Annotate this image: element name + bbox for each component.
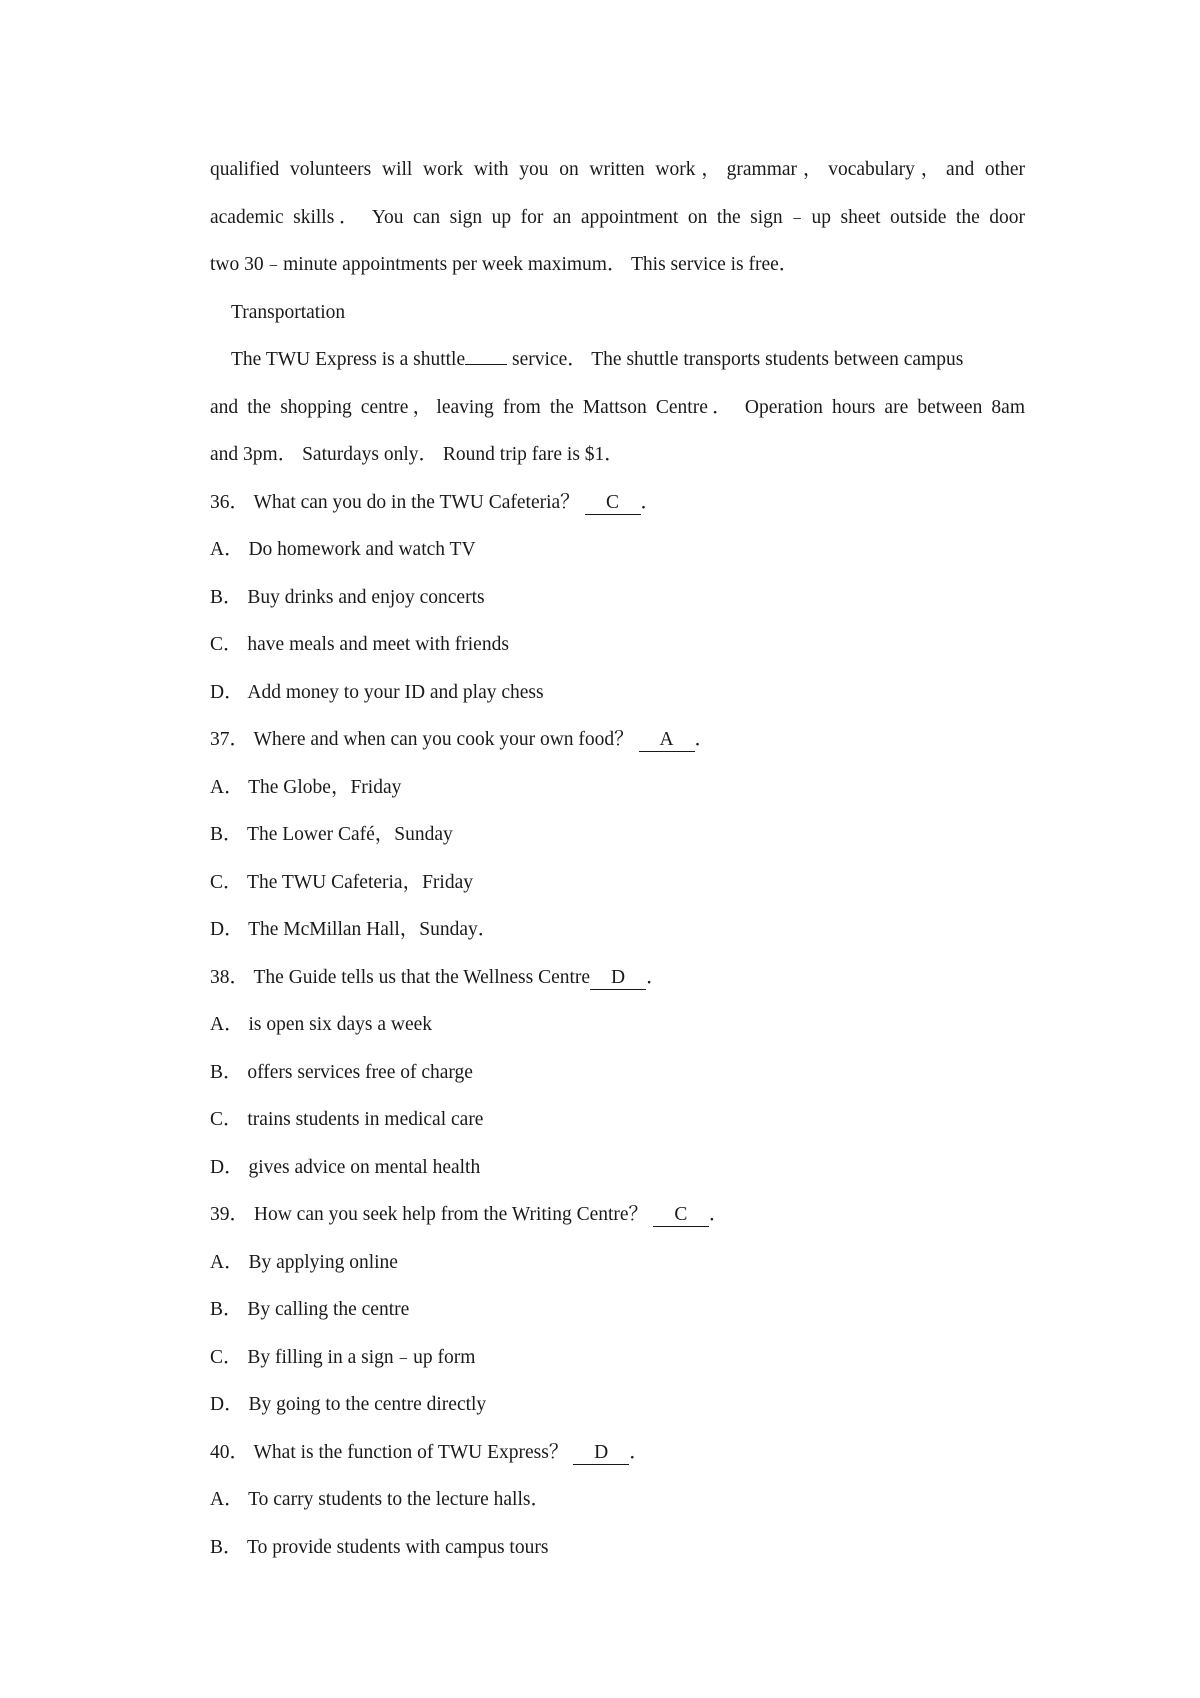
option-a: A． To carry students to the lecture halls．: [210, 1489, 550, 1510]
passage-line: and 3pm． Saturdays only． Round trip fare is $1．: [210, 444, 624, 465]
question-end: ．: [694, 729, 715, 750]
question-text: 37． Where and when can you cook your own food？: [210, 729, 639, 750]
option-c: C． trains students in medical care: [210, 1109, 484, 1130]
option-a: A． is open six days a week: [210, 1014, 433, 1035]
passage-line: [231, 347, 963, 373]
question-text: 39． How can you seek help from the Writing Centre？: [210, 1204, 653, 1225]
option-b: B． Buy drinks and enjoy concerts: [210, 587, 485, 608]
option-d: D． gives advice on mental health: [210, 1157, 481, 1178]
question-text: 36． What can you do in the TWU Cafeteria？: [210, 492, 585, 513]
shuttle-blank: [465, 364, 507, 365]
option-b: B． To provide students with campus tours: [210, 1537, 549, 1558]
answer-blank: D: [590, 967, 646, 990]
passage-text: The TWU Express is a shuttle: [231, 349, 466, 370]
option-a: A． Do homework and watch TV: [210, 539, 476, 560]
answer-blank: C: [653, 1204, 709, 1227]
passage-line: qualified volunteers will work with you on written work，grammar，vocabulary，and other: [210, 159, 1025, 180]
question-end: ．: [640, 492, 661, 513]
question-end: ．: [646, 967, 666, 988]
question-end: ．: [708, 1204, 729, 1225]
option-a: A． By applying online: [210, 1252, 398, 1273]
option-b: B． The Lower Café，Sunday: [210, 824, 453, 845]
question-stem: [210, 965, 666, 991]
passage-text: service． The shuttle transports students between campus: [507, 349, 964, 370]
passage-line: academic skills． You can sign up for an appointment on the sign﹣up sheet outside the door: [210, 207, 1025, 228]
option-c: C． have meals and meet with friends: [210, 634, 509, 655]
passage-line: two 30﹣minute appointments per week maximum． This service is free．: [210, 254, 799, 275]
answer-blank: A: [639, 729, 695, 752]
option-c: C． By filling in a sign﹣up form: [210, 1347, 476, 1368]
option-d: D． By going to the centre directly: [210, 1394, 487, 1415]
question-text: 38． The Guide tells us that the Wellness Centre: [210, 967, 591, 988]
option-b: B． By calling the centre: [210, 1299, 410, 1320]
answer-blank: C: [585, 492, 641, 515]
question-stem: [210, 1440, 649, 1466]
option-d: D． Add money to your ID and play chess: [210, 682, 544, 703]
question-stem: [210, 490, 660, 516]
option-c: C． The TWU Cafeteria，Friday: [210, 872, 474, 893]
question-text: 40． What is the function of TWU Express？: [210, 1442, 574, 1463]
question-stem: [210, 1202, 728, 1228]
question-end: ．: [629, 1442, 649, 1463]
option-a: A． The Globe，Friday: [210, 777, 402, 798]
passage-line: and the shopping centre，leaving from the Mattson Centre． Operation hours are between 8am: [210, 397, 1025, 418]
answer-blank: D: [573, 1442, 629, 1465]
section-heading-transportation: Transportation: [231, 302, 346, 323]
option-d: D． The McMillan Hall，Sunday．: [210, 919, 498, 940]
question-stem: [210, 727, 714, 753]
option-b: B． offers services free of charge: [210, 1062, 473, 1083]
